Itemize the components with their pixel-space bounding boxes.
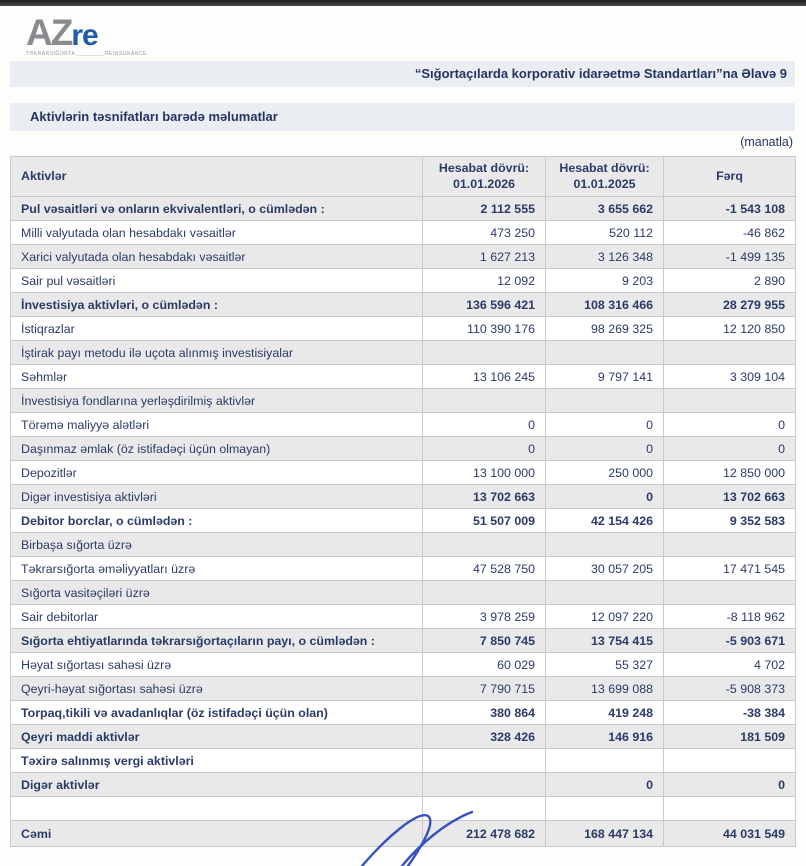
cell-diff: 13 702 663	[664, 485, 796, 509]
table-row	[11, 461, 796, 485]
cell-label: Digər aktivlər	[11, 773, 423, 797]
table-row	[11, 293, 796, 317]
cell-2025: 30 057 205	[546, 557, 664, 581]
company-logo	[26, 14, 147, 57]
cell-2026: 7 790 715	[423, 677, 546, 701]
cell-label: Debitor borclar, o cümlədən :	[11, 509, 423, 533]
cell-label: Digər investisiya aktivləri	[11, 485, 423, 509]
table-row	[11, 629, 796, 653]
cell-2026: 136 596 421	[423, 293, 546, 317]
cell-2026: 328 426	[423, 725, 546, 749]
currency-unit-label: (manatla)	[740, 135, 793, 149]
cell-label: İnvestisiya fondlarına yerləşdirilmiş aktivlər	[11, 389, 423, 413]
cell-2025: 419 248	[546, 701, 664, 725]
cell-2025	[546, 341, 664, 365]
cell-2025: 13 699 088	[546, 677, 664, 701]
cell-label: Torpaq,tikili və avadanlıqlar (öz istifadəçi üçün olan)	[11, 701, 423, 725]
cell-diff	[664, 749, 796, 773]
table-row	[11, 365, 796, 389]
assets-table	[10, 156, 796, 847]
cell-2026: 380 864	[423, 701, 546, 725]
standards-note-bar	[10, 61, 795, 87]
cell-diff: -38 384	[664, 701, 796, 725]
column-header-period-2026	[423, 157, 546, 197]
cell-label: Milli valyutada olan hesabdakı vəsaitlər	[11, 221, 423, 245]
cell-diff: 12 850 000	[664, 461, 796, 485]
cell-2026: 1 627 213	[423, 245, 546, 269]
cell-2026	[423, 389, 546, 413]
cell-2026: 473 250	[423, 221, 546, 245]
table-row	[11, 725, 796, 749]
table-row	[11, 389, 796, 413]
handwritten-signature	[348, 808, 508, 866]
cell-2025	[546, 797, 664, 821]
cell-label: Daşınmaz əmlak (öz istifadəçi üçün olmayan)	[11, 437, 423, 461]
cell-diff: -5 903 671	[664, 629, 796, 653]
cell-diff: 3 309 104	[664, 365, 796, 389]
cell-diff: 28 279 955	[664, 293, 796, 317]
cell-2026: 0	[423, 437, 546, 461]
cell-2025: 146 916	[546, 725, 664, 749]
cell-diff: -1 499 135	[664, 245, 796, 269]
cell-2025: 13 754 415	[546, 629, 664, 653]
cell-2025	[546, 581, 664, 605]
table-row	[11, 437, 796, 461]
period-2025-line2: 01.01.2025	[573, 176, 636, 191]
logo-text-az: AZ	[26, 12, 72, 53]
cell-2025: 0	[546, 485, 664, 509]
table-row	[11, 341, 796, 365]
cell-label: Qeyri maddi aktivlər	[11, 725, 423, 749]
table-row	[11, 677, 796, 701]
cell-2026	[423, 341, 546, 365]
standards-note-text: “Sığortaçılarda korporativ idarəetmə Standartları”na Əlavə 9	[414, 66, 787, 81]
table-row	[11, 245, 796, 269]
cell-diff	[664, 581, 796, 605]
cell-diff: 0	[664, 773, 796, 797]
cell-diff: 9 352 583	[664, 509, 796, 533]
cell-label: Birbaşa sığorta üzrə	[11, 533, 423, 557]
scan-top-edge	[0, 0, 806, 6]
cell-2026: 13 106 245	[423, 365, 546, 389]
cell-2026: 3 978 259	[423, 605, 546, 629]
cell-label: Pul vəsaitləri və onların ekvivalentləri, o cümlədən :	[11, 197, 423, 221]
section-title: Aktivlərin təsnifatları barədə məlumatlar	[30, 109, 278, 124]
column-header-period-2025	[546, 157, 664, 197]
cell-diff: -5 908 373	[664, 677, 796, 701]
cell-2026: 13 100 000	[423, 461, 546, 485]
cell-diff: 0	[664, 413, 796, 437]
cell-label: Törəmə maliyyə alətləri	[11, 413, 423, 437]
cell-label: İnvestisiya aktivləri, o cümlədən :	[11, 293, 423, 317]
cell-2025: 250 000	[546, 461, 664, 485]
cell-diff: 44 031 549	[664, 821, 796, 847]
period-2026-line2: 01.01.2026	[452, 176, 515, 191]
cell-2025: 0	[546, 437, 664, 461]
cell-2025: 55 327	[546, 653, 664, 677]
cell-2025: 12 097 220	[546, 605, 664, 629]
cell-2025	[546, 389, 664, 413]
cell-diff	[664, 389, 796, 413]
logo-text-re: re	[71, 19, 98, 52]
cell-2025	[546, 749, 664, 773]
period-2025-line1: Hesabat dövrü:	[559, 161, 650, 175]
table-row	[11, 533, 796, 557]
cell-2025: 520 112	[546, 221, 664, 245]
cell-diff	[664, 797, 796, 821]
cell-2026	[423, 749, 546, 773]
cell-diff	[664, 341, 796, 365]
cell-2026: 13 702 663	[423, 485, 546, 509]
cell-2025: 168 447 134	[546, 821, 664, 847]
cell-label: Təkrarsığorta əməliyyatları üzrə	[11, 557, 423, 581]
cell-label: Təxirə salınmış vergi aktivləri	[11, 749, 423, 773]
cell-label: Sair debitorlar	[11, 605, 423, 629]
table-row	[11, 509, 796, 533]
table-row	[11, 221, 796, 245]
cell-label: Sığorta vasitəçiləri üzrə	[11, 581, 423, 605]
cell-diff: 2 890	[664, 269, 796, 293]
cell-2026: 0	[423, 413, 546, 437]
cell-2026: 51 507 009	[423, 509, 546, 533]
cell-2026: 12 092	[423, 269, 546, 293]
period-2026-line1: Hesabat dövrü:	[438, 161, 530, 175]
cell-diff: -8 118 962	[664, 605, 796, 629]
table-row	[11, 269, 796, 293]
cell-2025: 42 154 426	[546, 509, 664, 533]
table-row	[11, 197, 796, 221]
table-row	[11, 413, 796, 437]
cell-label: Qeyri-həyat sığortası sahəsi üzrə	[11, 677, 423, 701]
table-row	[11, 581, 796, 605]
cell-label: Sair pul vəsaitləri	[11, 269, 423, 293]
cell-label: Xarici valyutada olan hesabdakı vəsaitlər	[11, 245, 423, 269]
table-row	[11, 317, 796, 341]
cell-2025: 3 126 348	[546, 245, 664, 269]
cell-label: Səhmlər	[11, 365, 423, 389]
cell-2026	[423, 533, 546, 557]
cell-diff: 4 702	[664, 653, 796, 677]
table-row	[11, 701, 796, 725]
cell-2026: 47 528 750	[423, 557, 546, 581]
column-header-diff: Fərq	[664, 157, 796, 197]
cell-2025	[546, 533, 664, 557]
column-header-assets: Aktivlər	[11, 157, 423, 197]
cell-2025: 0	[546, 773, 664, 797]
assets-table-header	[11, 157, 796, 197]
cell-2025: 9 797 141	[546, 365, 664, 389]
cell-2026	[423, 581, 546, 605]
section-title-bar	[10, 103, 795, 131]
cell-diff: -46 862	[664, 221, 796, 245]
cell-diff	[664, 533, 796, 557]
cell-2026: 212 478 682	[423, 821, 546, 847]
cell-label: Depozitlər	[11, 461, 423, 485]
cell-2026: 110 390 176	[423, 317, 546, 341]
cell-label: Sığorta ehtiyatlarında təkrarsığortaçıların payı, o cümlədən :	[11, 629, 423, 653]
cell-label: İstiqrazlar	[11, 317, 423, 341]
cell-2026: 60 029	[423, 653, 546, 677]
cell-diff: -1 543 108	[664, 197, 796, 221]
table-row	[11, 653, 796, 677]
cell-label: Həyat sığortası sahəsi üzrə	[11, 653, 423, 677]
cell-label: İştirak payı metodu ilə uçota alınmış investisiyalar	[11, 341, 423, 365]
cell-diff: 17 471 545	[664, 557, 796, 581]
table-row	[11, 749, 796, 773]
cell-2025: 98 269 325	[546, 317, 664, 341]
cell-2026: 7 850 745	[423, 629, 546, 653]
cell-2025: 9 203	[546, 269, 664, 293]
cell-2025: 3 655 662	[546, 197, 664, 221]
cell-2026: 2 112 555	[423, 197, 546, 221]
table-row	[11, 605, 796, 629]
table-row	[11, 485, 796, 509]
table-row	[11, 557, 796, 581]
cell-label: Cəmi	[11, 821, 423, 847]
cell-diff: 12 120 850	[664, 317, 796, 341]
assets-table-body	[11, 197, 796, 847]
table-row	[11, 773, 796, 797]
cell-2025: 108 316 466	[546, 293, 664, 317]
cell-diff: 181 509	[664, 725, 796, 749]
logo-tagline: TƏKRARSIĞORTA ________ REINSURANCE	[26, 51, 147, 57]
cell-2025: 0	[546, 413, 664, 437]
cell-diff: 0	[664, 437, 796, 461]
cell-2026	[423, 773, 546, 797]
